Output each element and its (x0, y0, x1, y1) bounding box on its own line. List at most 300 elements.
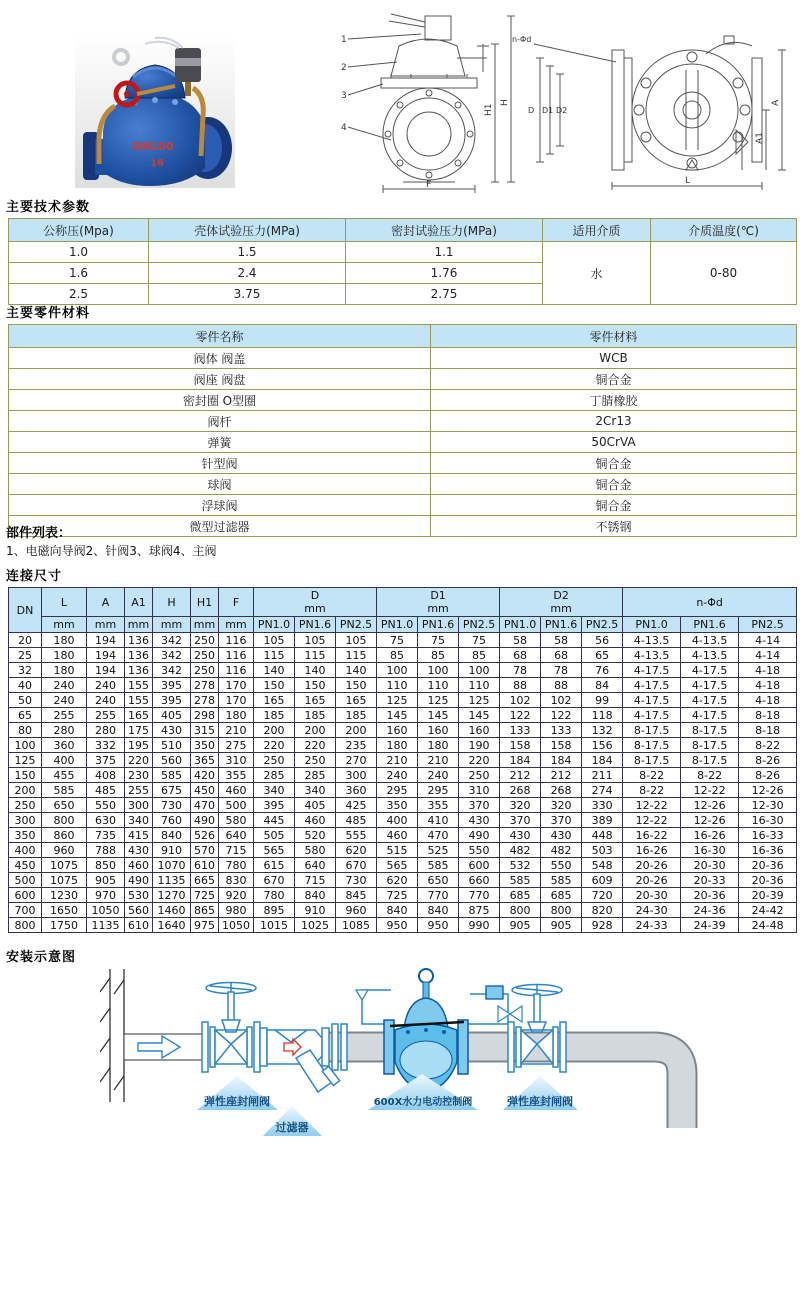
column-header: H1 (191, 588, 219, 617)
table-cell: 342 (153, 633, 191, 648)
table-cell: 4-18 (739, 693, 797, 708)
dimensions-table (8, 587, 797, 933)
table-cell: 280 (42, 723, 87, 738)
table-cell: 320 (500, 798, 541, 813)
strainer (260, 1024, 347, 1092)
table-cell: 16-36 (739, 843, 797, 858)
table-cell: 118 (582, 708, 623, 723)
table-cell: 420 (191, 768, 219, 783)
column-header: 公称压(Mpa) (9, 219, 149, 242)
table-cell: 20-30 (681, 858, 739, 873)
table-cell: 585 (153, 768, 191, 783)
table-cell: 500 (219, 798, 254, 813)
table-cell: 20-26 (623, 873, 681, 888)
table-cell: 102 (541, 693, 582, 708)
table-cell: 665 (191, 873, 219, 888)
table-cell: 355 (219, 768, 254, 783)
table-cell: 16-30 (681, 843, 739, 858)
main-pipe (324, 1047, 682, 1128)
table-cell: 1135 (87, 918, 125, 933)
table-cell: 132 (582, 723, 623, 738)
table-cell: 88 (541, 678, 582, 693)
table-cell: 58 (541, 633, 582, 648)
table-cell: 185 (336, 708, 377, 723)
table-cell: 850 (87, 858, 125, 873)
table-cell: 140 (295, 663, 336, 678)
table-header-row (9, 617, 797, 633)
table-cell: 250 (191, 663, 219, 678)
table-cell: 482 (541, 843, 582, 858)
table-cell: 76 (582, 663, 623, 678)
table-cell: 24-36 (681, 903, 739, 918)
table-cell: 弹簧 (9, 432, 431, 453)
table-cell: 16-22 (623, 828, 681, 843)
column-header: A (87, 588, 125, 617)
table-cell: 1460 (153, 903, 191, 918)
table-cell: 370 (459, 798, 500, 813)
table-cell: 255 (87, 708, 125, 723)
group-label: D2 (553, 589, 569, 602)
table-cell: 460 (295, 813, 336, 828)
table-cell: 24-42 (739, 903, 797, 918)
table-cell: 975 (191, 918, 219, 933)
table-cell: 510 (153, 738, 191, 753)
table-cell: 240 (377, 768, 418, 783)
table-cell: 165 (295, 693, 336, 708)
table-cell: 240 (42, 678, 87, 693)
table-cell: 555 (336, 828, 377, 843)
table-cell: 140 (254, 663, 295, 678)
table-cell: 105 (336, 633, 377, 648)
table-cell: 20-26 (623, 858, 681, 873)
table-cell: 1.1 (346, 242, 543, 263)
table-cell: 400 (42, 753, 87, 768)
table-cell: 460 (125, 858, 153, 873)
table-cell: 580 (219, 813, 254, 828)
table-cell: 65 (9, 708, 42, 723)
table-cell: 铜合金 (431, 453, 797, 474)
table-cell: 浮球阀 (9, 495, 431, 516)
table-cell: 220 (459, 753, 500, 768)
table-cell: 360 (336, 783, 377, 798)
table-cell: WCB (431, 348, 797, 369)
table-cell: 24-30 (623, 903, 681, 918)
table-cell: 910 (153, 843, 191, 858)
table-cell: 4-18 (739, 678, 797, 693)
table-cell: 585 (418, 858, 459, 873)
table-cell: 725 (191, 888, 219, 903)
table-cell: 铜合金 (431, 369, 797, 390)
table-cell: 650 (418, 873, 459, 888)
table-row (9, 708, 797, 723)
table-cell: 68 (500, 648, 541, 663)
table-row (9, 918, 797, 933)
table-cell: 280 (87, 723, 125, 738)
table-cell: 20 (9, 633, 42, 648)
dim-label-h1: H1 (484, 103, 494, 116)
table-cell: 565 (254, 843, 295, 858)
table-cell: 212 (500, 768, 541, 783)
table-cell: 920 (219, 888, 254, 903)
table-cell: 505 (254, 828, 295, 843)
table-cell: 155 (125, 693, 153, 708)
table-cell: 75 (377, 633, 418, 648)
table-cell: 8-17.5 (681, 753, 739, 768)
table-cell: 405 (153, 708, 191, 723)
column-header: 介质温度(℃) (651, 219, 797, 242)
table-cell: 8-22 (681, 768, 739, 783)
table-row (9, 888, 797, 903)
table-cell: 485 (87, 783, 125, 798)
table-cell: 4-17.5 (623, 708, 681, 723)
table-cell: 620 (336, 843, 377, 858)
table-cell: 160 (418, 723, 459, 738)
table-cell: 球阀 (9, 474, 431, 495)
table-cell: 200 (336, 723, 377, 738)
table-cell: 250 (459, 768, 500, 783)
table-cell: 490 (125, 873, 153, 888)
group-label: D1 (430, 589, 446, 602)
table-cell: 16-26 (681, 828, 739, 843)
table-cell: 阀体 阀盖 (9, 348, 431, 369)
table-cell: 342 (153, 648, 191, 663)
table-header-row (9, 219, 797, 242)
gate-valve-left (202, 983, 260, 1073)
table-row (9, 723, 797, 738)
table-cell: 8-17.5 (623, 723, 681, 738)
table-cell: 12-22 (681, 783, 739, 798)
table-cell: 400 (377, 813, 418, 828)
unit-header: mm (219, 617, 254, 633)
table-cell: 140 (336, 663, 377, 678)
table-cell: 220 (125, 753, 153, 768)
table-cell: 165 (336, 693, 377, 708)
table-cell: 460 (377, 828, 418, 843)
table-cell: 1025 (295, 918, 336, 933)
group-unit: mm (304, 602, 326, 615)
table-cell: 780 (254, 888, 295, 903)
table-cell: 4-17.5 (681, 708, 739, 723)
table-cell: 342 (153, 663, 191, 678)
table-cell: 235 (336, 738, 377, 753)
table-cell: 150 (295, 678, 336, 693)
table-cell: 770 (459, 888, 500, 903)
table-cell: 85 (377, 648, 418, 663)
table-header-row (9, 588, 797, 617)
table-cell: 212 (541, 768, 582, 783)
table-cell: 184 (500, 753, 541, 768)
table-cell: 875 (459, 903, 500, 918)
table-cell: 20-36 (739, 858, 797, 873)
table-cell: 铜合金 (431, 495, 797, 516)
table-row (9, 474, 797, 495)
column-header: F (219, 588, 254, 617)
table-cell: 125 (9, 753, 42, 768)
table-cell: 180 (42, 633, 87, 648)
table-cell: 532 (500, 858, 541, 873)
table-cell: 铜合金 (431, 474, 797, 495)
table-row (9, 432, 797, 453)
table-cell: 12-30 (739, 798, 797, 813)
table-cell: 240 (418, 768, 459, 783)
table-cell: 370 (541, 813, 582, 828)
table-cell: 670 (254, 873, 295, 888)
table-cell: 122 (541, 708, 582, 723)
pn-header: PN1.6 (295, 617, 336, 633)
dim-label-nphid: n-Φd (512, 35, 532, 44)
table-cell: 630 (87, 813, 125, 828)
table-cell: 50 (9, 693, 42, 708)
table-cell: 860 (42, 828, 87, 843)
table-cell: 395 (254, 798, 295, 813)
table-cell: 丁腈橡胶 (431, 390, 797, 411)
table-row (9, 242, 797, 263)
table-cell: 125 (459, 693, 500, 708)
table-cell: 136 (125, 633, 153, 648)
table-cell: 500 (9, 873, 42, 888)
table-cell: 315 (191, 723, 219, 738)
table-cell: 800 (541, 903, 582, 918)
table-cell: 不锈钢 (431, 516, 797, 537)
table-row (9, 828, 797, 843)
table-cell: 1230 (42, 888, 87, 903)
table-cell: 200 (254, 723, 295, 738)
table-row (9, 663, 797, 678)
column-header: H (153, 588, 191, 617)
table-cell: 125 (377, 693, 418, 708)
pn-header: PN2.5 (582, 617, 623, 633)
table-cell: 268 (541, 783, 582, 798)
table-cell: 350 (191, 738, 219, 753)
parts-list-title: 部件列表： (6, 526, 72, 541)
column-header: L (42, 588, 87, 617)
column-header-dn: DN (9, 588, 42, 633)
parts-list-text: 1、电磁向导阀2、针阀3、球阀4、主阀 (6, 544, 217, 558)
unit-header: mm (87, 617, 125, 633)
table-cell: 840 (295, 888, 336, 903)
table-cell: 725 (377, 888, 418, 903)
table-cell: 408 (87, 768, 125, 783)
table-cell: 550 (541, 858, 582, 873)
table-cell: 88 (500, 678, 541, 693)
table-cell: 58 (500, 633, 541, 648)
table-cell: 4-17.5 (681, 663, 739, 678)
table-row (9, 798, 797, 813)
table-cell: 400 (9, 843, 42, 858)
table-cell: 430 (500, 828, 541, 843)
table-cell: 560 (153, 753, 191, 768)
table-cell: 180 (42, 663, 87, 678)
table-cell: 530 (125, 888, 153, 903)
table-cell: 145 (459, 708, 500, 723)
table-cell: 580 (295, 843, 336, 858)
medium-cell: 水 (543, 242, 651, 305)
table-row (9, 768, 797, 783)
table-cell: 84 (582, 678, 623, 693)
table-cell: 156 (582, 738, 623, 753)
table-cell: 670 (336, 858, 377, 873)
table-cell: 184 (541, 753, 582, 768)
table-cell: 78 (500, 663, 541, 678)
table-cell: 660 (459, 873, 500, 888)
table-row (9, 693, 797, 708)
table-cell: 310 (459, 783, 500, 798)
table-cell: 136 (125, 648, 153, 663)
pn-header: PN2.5 (336, 617, 377, 633)
section-materials (0, 302, 804, 537)
table-cell: 600 (459, 858, 500, 873)
column-header-group-d1 (377, 588, 500, 617)
table-cell: 40 (9, 678, 42, 693)
table-cell: 68 (541, 648, 582, 663)
installation-diagram-image (100, 964, 720, 1144)
table-cell: 300 (125, 798, 153, 813)
table-cell: 780 (219, 858, 254, 873)
table-cell: 550 (87, 798, 125, 813)
table-cell: 133 (500, 723, 541, 738)
table-cell: 980 (219, 903, 254, 918)
table-cell: 133 (541, 723, 582, 738)
table-cell: 460 (219, 783, 254, 798)
table-cell: 405 (295, 798, 336, 813)
table-cell: 56 (582, 633, 623, 648)
table-cell: 20-33 (681, 873, 739, 888)
table-cell: 185 (254, 708, 295, 723)
table-cell: 20-30 (623, 888, 681, 903)
valve-side-drawing-image (500, 10, 792, 194)
table-cell: 25 (9, 648, 42, 663)
table-cell: 8-22 (623, 783, 681, 798)
table-cell: 150 (9, 768, 42, 783)
table-row (9, 390, 797, 411)
table-cell: 268 (500, 783, 541, 798)
column-header-group-nphid: n-Φd (623, 588, 797, 617)
table-cell: 116 (219, 663, 254, 678)
table-cell: 85 (418, 648, 459, 663)
table-cell: 470 (418, 828, 459, 843)
table-cell: 170 (219, 678, 254, 693)
pn-header: PN2.5 (739, 617, 797, 633)
table-cell: 640 (219, 828, 254, 843)
table-cell: 715 (295, 873, 336, 888)
table-cell: 240 (87, 693, 125, 708)
table-cell: 255 (125, 783, 153, 798)
table-cell: 1075 (42, 858, 87, 873)
table-cell: 180 (377, 738, 418, 753)
table-cell: 620 (377, 873, 418, 888)
table-cell: 3.75 (149, 284, 346, 305)
table-cell: 155 (125, 678, 153, 693)
label-strainer: 过滤器 (275, 1121, 309, 1134)
installation-diagram (100, 964, 720, 1144)
table-cell: 250 (191, 633, 219, 648)
table-cell: 105 (254, 633, 295, 648)
table-cell: 865 (191, 903, 219, 918)
table-cell: 332 (87, 738, 125, 753)
unit-header: mm (191, 617, 219, 633)
table-cell: 16-30 (739, 813, 797, 828)
table-cell: 770 (418, 888, 459, 903)
table-cell: 20-36 (681, 888, 739, 903)
table-cell: 1270 (153, 888, 191, 903)
pn-header: PN1.6 (541, 617, 582, 633)
table-cell: 928 (582, 918, 623, 933)
table-cell: 100 (377, 663, 418, 678)
table-cell: 520 (295, 828, 336, 843)
table-cell: 180 (418, 738, 459, 753)
table-cell: 490 (459, 828, 500, 843)
table-cell: 12-22 (623, 798, 681, 813)
table-cell: 340 (125, 813, 153, 828)
table-cell: 525 (418, 843, 459, 858)
table-cell: 2.4 (149, 263, 346, 284)
unit-header: mm (125, 617, 153, 633)
pn-header: PN1.0 (623, 617, 681, 633)
table-cell: 1.76 (346, 263, 543, 284)
section-title-tech-params: 主要技术参数 (6, 200, 91, 215)
table-row (9, 783, 797, 798)
section-parts-list (0, 522, 804, 559)
table-cell: 4-17.5 (623, 678, 681, 693)
table-cell: 470 (191, 798, 219, 813)
table-cell: 78 (541, 663, 582, 678)
table-cell: 320 (541, 798, 582, 813)
table-row (9, 813, 797, 828)
column-header: 零件材料 (431, 325, 797, 348)
table-cell: 122 (500, 708, 541, 723)
temperature-cell: 0-80 (651, 242, 797, 305)
table-cell: 210 (418, 753, 459, 768)
table-cell: 310 (219, 753, 254, 768)
table-cell: 445 (254, 813, 295, 828)
section-title-installation: 安装示意图 (6, 950, 77, 965)
table-cell: 1085 (336, 918, 377, 933)
column-header: 零件名称 (9, 325, 431, 348)
table-cell: 526 (191, 828, 219, 843)
table-cell: 300 (336, 768, 377, 783)
table-cell: 950 (377, 918, 418, 933)
table-cell: 210 (377, 753, 418, 768)
table-cell: 548 (582, 858, 623, 873)
table-cell: 4-18 (739, 663, 797, 678)
table-cell: 550 (459, 843, 500, 858)
table-cell: 910 (295, 903, 336, 918)
table-cell: 220 (254, 738, 295, 753)
table-cell: 278 (191, 693, 219, 708)
valve-marking-dn: DN100 (132, 140, 174, 153)
table-cell: 50CrVA (431, 432, 797, 453)
table-cell: 1640 (153, 918, 191, 933)
table-cell: 375 (87, 753, 125, 768)
unit-header: mm (153, 617, 191, 633)
table-row (9, 348, 797, 369)
table-cell: 194 (87, 648, 125, 663)
table-cell: 840 (377, 903, 418, 918)
table-cell: 415 (125, 828, 153, 843)
table-row (9, 495, 797, 516)
table-cell: 1.6 (9, 263, 149, 284)
callout-3: 3 (341, 91, 347, 101)
pn-header: PN1.0 (500, 617, 541, 633)
table-cell: 密封圈 O型圈 (9, 390, 431, 411)
table-cell: 微型过滤器 (9, 516, 431, 537)
table-cell: 8-22 (739, 738, 797, 753)
table-cell: 1070 (153, 858, 191, 873)
table-cell: 110 (418, 678, 459, 693)
table-cell: 1750 (42, 918, 87, 933)
table-cell: 4-13.5 (623, 648, 681, 663)
table-cell: 99 (582, 693, 623, 708)
